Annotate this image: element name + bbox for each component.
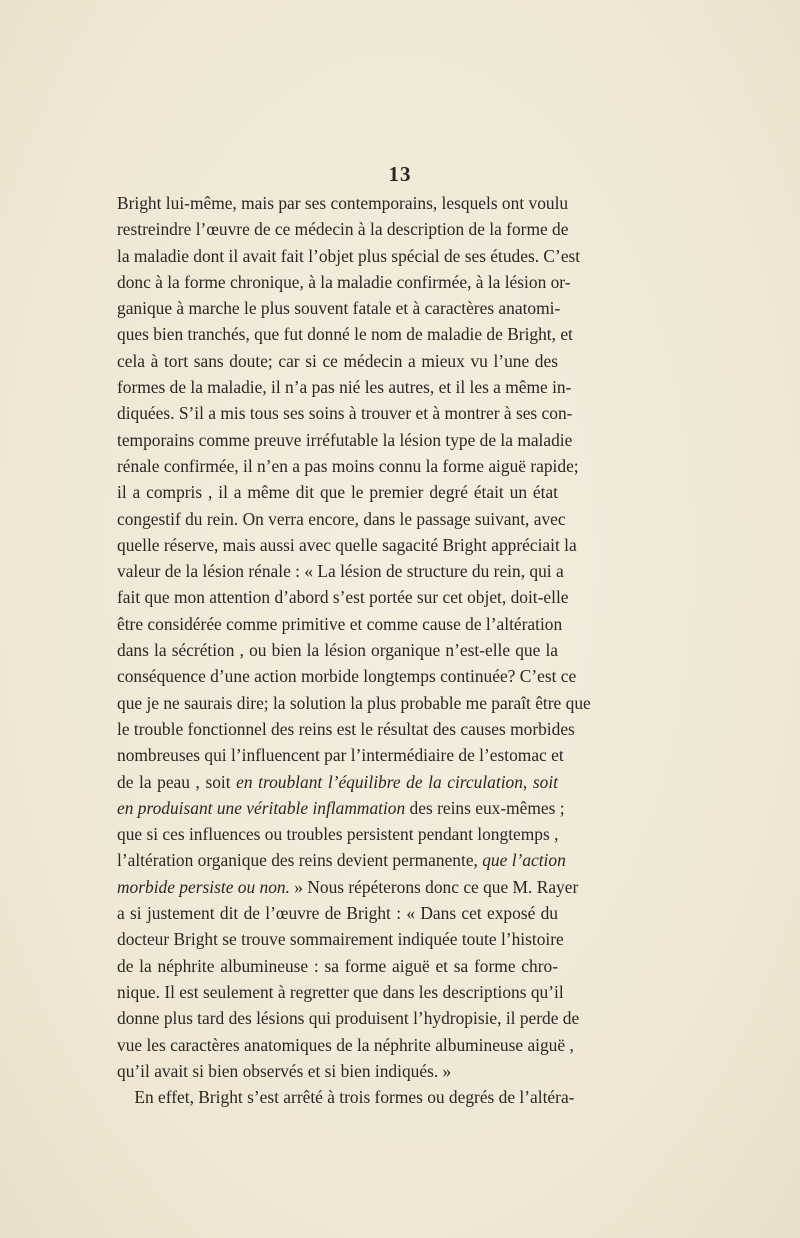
- text-line: [117, 348, 558, 374]
- text-segment: conséquence d’une action morbide longtemps continuée? C’est ce: [117, 666, 577, 687]
- text-segment: fait que mon attention d’abord s’est portée sur cet objet, doit-elle: [117, 587, 569, 608]
- text-line: [117, 190, 569, 216]
- text-line: [117, 926, 564, 952]
- text-line: [117, 637, 558, 663]
- text-line: [117, 900, 558, 926]
- text-line: [117, 427, 573, 453]
- text-line: [117, 216, 569, 242]
- italic-text: soit: [532, 771, 558, 792]
- text-line: [117, 979, 564, 1005]
- text-line: [117, 1005, 580, 1031]
- text-segment: que si ces influences ou troubles persistent pendant longtemps ,: [117, 824, 559, 845]
- text-segment: valeur de la lésion rénale : « La lésion de structure du rein, qui a: [117, 561, 564, 582]
- text-line: [117, 400, 573, 426]
- text-line: [117, 1058, 558, 1084]
- text-segment: des reins eux-mêmes ;: [405, 797, 565, 818]
- text-segment: de la peau , soit: [117, 771, 237, 792]
- text-line: [117, 558, 564, 584]
- text-segment: la maladie dont il avait fait l’objet plus spécial de ses études. C’est: [117, 245, 581, 266]
- text-segment: diquées. S’il a mis tous ses soins à trouver et à montrer à ses con-: [117, 403, 573, 424]
- text-segment: ,: [522, 771, 533, 792]
- italic-text: en produisant une véritable inflammation: [117, 797, 406, 818]
- text-segment: » Nous répéterons donc ce que M. Rayer: [289, 876, 579, 897]
- text-line: [117, 742, 564, 768]
- text-line: [117, 821, 558, 847]
- text-segment: le trouble fonctionnel des reins est le résultat des causes morbides: [117, 718, 575, 739]
- text-segment: docteur Bright se trouve sommairement indiquée toute l’histoire: [117, 929, 564, 950]
- text-line: [117, 716, 575, 742]
- text-segment: nombreuses qui l’influencent par l’intermédiaire de l’estomac et: [117, 745, 564, 766]
- text-line: [117, 611, 563, 637]
- text-segment: il a compris , il a même dit que le premier degré était un état: [117, 482, 558, 503]
- text-line: [117, 690, 591, 716]
- text-segment: congestif du rein. On verra encore, dans le passage suivant, avec: [117, 508, 566, 529]
- text-segment: quelle réserve, mais aussi avec quelle sagacité Bright appréciait la: [117, 534, 577, 555]
- text-segment: l’altération organique des reins devient permanente,: [117, 850, 483, 871]
- text-segment: rénale confirmée, il n’en a pas moins connu la forme aiguë rapide;: [117, 455, 579, 476]
- text-line: [117, 321, 573, 347]
- text-segment: dans la sécrétion , ou bien la lésion organique n’est-elle que la: [117, 640, 558, 661]
- text-line: [117, 1084, 575, 1110]
- text-line: [117, 769, 558, 795]
- text-segment: donne plus tard des lésions qui produisent l’hydropisie, il perde de: [117, 1008, 580, 1029]
- text-segment: En effet, Bright s’est arrêté à trois formes ou degrés de l’altéra-: [117, 1087, 575, 1108]
- italic-text: en troublant l’équilibre de la circulation: [236, 771, 523, 792]
- text-line: [117, 453, 579, 479]
- text-line: [117, 295, 561, 321]
- text-segment: que je ne saurais dire; la solution la plus probable me paraît être que: [117, 692, 591, 713]
- text-segment: de la néphrite albumineuse : sa forme aiguë et sa forme chro-: [117, 955, 558, 976]
- text-line: [117, 479, 558, 505]
- text-line: [117, 532, 577, 558]
- text-segment: nique. Il est seulement à regretter que dans les descriptions qu’il: [117, 981, 564, 1002]
- text-line: [117, 584, 569, 610]
- text-line: [117, 506, 566, 532]
- text-segment: donc à la forme chronique, à la maladie confirmée, à la lésion or-: [117, 271, 571, 292]
- text-line: [117, 374, 572, 400]
- text-segment: temporains comme preuve irréfutable la lésion type de la maladie: [117, 429, 573, 450]
- text-line: [117, 874, 579, 900]
- text-segment: qu’il avait si bien observés et si bien indiqués. »: [117, 1060, 452, 1081]
- text-segment: être considérée comme primitive et comme cause de l’altération: [117, 613, 563, 634]
- text-line: [117, 953, 558, 979]
- italic-text: que l’action: [482, 850, 566, 871]
- text-line: [117, 663, 577, 689]
- text-segment: ganique à marche le plus souvent fatale et à caractères anatomi-: [117, 298, 561, 319]
- text-segment: cela à tort sans doute; car si ce médecin a mieux vu l’une des: [117, 350, 558, 371]
- text-line: [117, 795, 565, 821]
- text-segment: vue les caractères anatomiques de la néphrite albumineuse aiguë ,: [117, 1034, 574, 1055]
- body-text: [117, 190, 591, 1110]
- text-segment: a si justement dit de l’œuvre de Bright : « Dans cet exposé du: [117, 903, 558, 924]
- text-line: [117, 269, 571, 295]
- text-segment: formes de la maladie, il n’a pas nié les autres, et il les a même in-: [117, 377, 572, 398]
- text-segment: ques bien tranchés, que fut donné le nom de maladie de Bright, et: [117, 324, 573, 345]
- text-segment: restreindre l’œuvre de ce médecin à la description de la forme de: [117, 219, 569, 240]
- text-line: [117, 243, 581, 269]
- text-line: [117, 847, 566, 873]
- page-number: 13: [388, 162, 412, 186]
- text-line: [117, 1032, 574, 1058]
- text-segment: Bright lui-même, mais par ses contemporains, lesquels ont voulu: [117, 193, 569, 213]
- italic-text: morbide persiste ou non.: [117, 876, 290, 897]
